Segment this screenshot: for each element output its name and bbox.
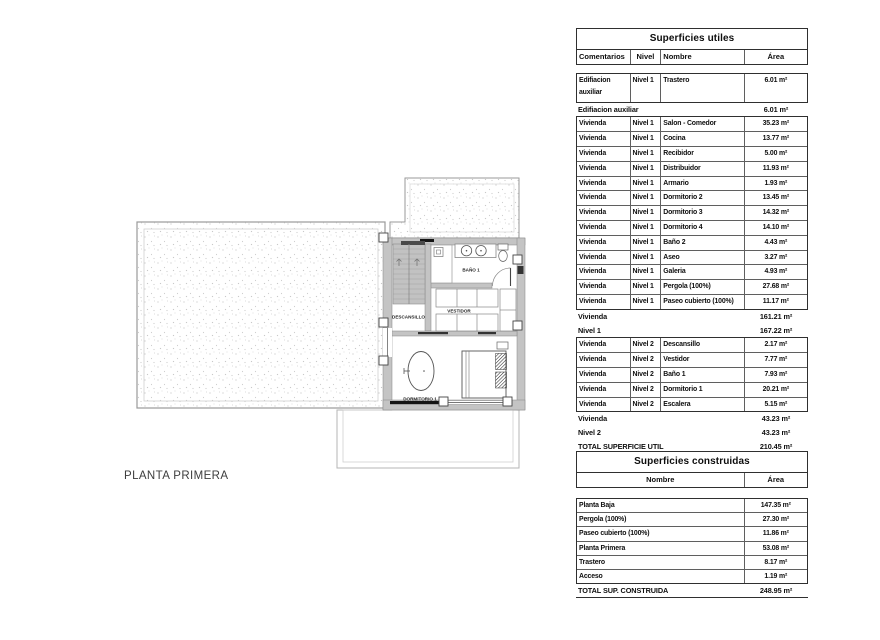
summary-label: TOTAL SUP. CONSTRUIDA bbox=[578, 586, 669, 596]
table-superficies-utiles bbox=[576, 28, 808, 451]
table-cell: 6.01 m² bbox=[744, 74, 807, 102]
table-cell: 11.86 m² bbox=[744, 527, 807, 540]
table-cell: Nivel 1 bbox=[630, 132, 661, 146]
table-cell: Vivienda bbox=[579, 194, 607, 202]
wall-stair-right bbox=[425, 244, 431, 331]
table-row bbox=[577, 338, 807, 352]
table-cell: Vivienda bbox=[579, 135, 607, 143]
summary-value: 43.23 m² bbox=[761, 414, 791, 424]
post bbox=[379, 233, 388, 242]
table-row bbox=[577, 117, 807, 131]
table-cell: 11.93 m² bbox=[744, 162, 807, 176]
post bbox=[379, 318, 388, 327]
summary-label: Vivienda bbox=[578, 311, 608, 321]
table-cell: 53.08 m² bbox=[744, 542, 807, 555]
table-cell: Planta Primera bbox=[579, 544, 626, 552]
summary-value: 43.23 m² bbox=[761, 428, 791, 438]
door-lintel-2 bbox=[478, 332, 496, 334]
table-cell: Nivel 1 bbox=[630, 191, 661, 205]
closet-bottom bbox=[436, 314, 498, 331]
table-row bbox=[577, 294, 807, 309]
summary-value: 210.45 m² bbox=[759, 441, 793, 451]
table-cell: 5.00 m² bbox=[744, 147, 807, 161]
wall-bath-bottom bbox=[427, 283, 492, 288]
summary-row bbox=[576, 310, 808, 324]
table-cell: Vivienda bbox=[579, 356, 607, 364]
table-cell: Dormitorio 2 bbox=[660, 191, 743, 205]
table-cell: Armario bbox=[660, 177, 743, 191]
table-cell: Salon - Comedor bbox=[660, 117, 743, 131]
table-cell: Nivel 1 bbox=[630, 280, 661, 294]
table-row bbox=[577, 161, 807, 176]
table-cell: Trastero bbox=[579, 558, 605, 566]
table-row bbox=[577, 264, 807, 279]
table-cell: 11.17 m² bbox=[744, 295, 807, 309]
table-cell: Vivienda bbox=[579, 164, 607, 172]
table-cell: Nivel 1 bbox=[630, 162, 661, 176]
table-cell: 13.77 m² bbox=[744, 132, 807, 146]
table-cell: Distribuidor bbox=[660, 162, 743, 176]
table-cell: 35.23 m² bbox=[744, 117, 807, 131]
table-header-box bbox=[576, 451, 808, 488]
table-cell: Nivel 2 bbox=[630, 398, 661, 412]
table-cell: Acceso bbox=[579, 572, 603, 580]
table-cell: Nivel 1 bbox=[630, 147, 661, 161]
table-cell: Nivel 1 bbox=[630, 295, 661, 309]
table-cell: Vivienda bbox=[579, 253, 607, 261]
table-cell: Nivel 1 bbox=[630, 221, 661, 235]
summary-value: 6.01 m² bbox=[763, 104, 789, 114]
table-cell: Nivel 2 bbox=[630, 353, 661, 367]
summary-row bbox=[576, 412, 808, 426]
plan-title: PLANTA PRIMERA bbox=[124, 470, 229, 482]
table-row bbox=[577, 382, 807, 397]
table-cell: Vivienda bbox=[579, 385, 607, 393]
summary-label: Vivienda bbox=[578, 414, 608, 424]
table-cell: Nivel 1 bbox=[630, 251, 661, 265]
toilet-cistern bbox=[498, 244, 508, 250]
table-cell: Nivel 2 bbox=[630, 383, 661, 397]
bathtub bbox=[408, 352, 434, 391]
table-row bbox=[577, 397, 807, 412]
table-body bbox=[576, 498, 808, 598]
table-cell: Cocina bbox=[660, 132, 743, 146]
room-label-dormitorio: DORMITORIO 1 bbox=[403, 396, 437, 402]
table-cell: Vestidor bbox=[660, 353, 743, 367]
room-label-descansillo: DESCANSILLO bbox=[392, 314, 425, 320]
table-row bbox=[577, 526, 807, 540]
table-title: Superficies utiles bbox=[649, 33, 735, 44]
summary-value: 161.21 m² bbox=[759, 311, 793, 321]
table-cell: 5.15 m² bbox=[744, 398, 807, 412]
summary-label: Edifiacion auxiliar bbox=[578, 104, 639, 114]
table-cell: Dormitorio 3 bbox=[660, 206, 743, 220]
table-cell: Vivienda bbox=[579, 370, 607, 378]
bedroom-furniture bbox=[404, 342, 508, 398]
table-cell: Vivienda bbox=[579, 149, 607, 157]
table-cell: 13.45 m² bbox=[744, 191, 807, 205]
bathroom-fixtures bbox=[431, 244, 511, 286]
table-header-box bbox=[576, 28, 808, 65]
table-body bbox=[576, 73, 808, 455]
wall-jamb bbox=[518, 266, 524, 274]
table-cell: Trastero bbox=[660, 74, 743, 102]
table-cell: 2.17 m² bbox=[744, 338, 807, 352]
column-header-row bbox=[577, 472, 807, 487]
table-cell: Nivel 1 bbox=[630, 206, 661, 220]
column-header: Área bbox=[744, 50, 807, 64]
table-cell: Escalera bbox=[660, 398, 743, 412]
stairs bbox=[393, 241, 425, 304]
table-cell: Nivel 1 bbox=[630, 117, 661, 131]
table-row bbox=[577, 235, 807, 250]
table-cell: Paseo cubierto (100%) bbox=[660, 295, 743, 309]
table-cell: Baño 2 bbox=[660, 236, 743, 250]
total-row bbox=[576, 584, 808, 598]
table-cell: Aseo bbox=[660, 251, 743, 265]
table-section-box bbox=[576, 73, 808, 103]
column-header: Nivel bbox=[630, 50, 661, 64]
table-cell: 27.30 m² bbox=[744, 513, 807, 526]
table-cell: Vivienda bbox=[579, 283, 607, 291]
table-row bbox=[577, 541, 807, 555]
column-header: Nombre bbox=[646, 475, 675, 484]
table-row bbox=[577, 512, 807, 526]
table-row bbox=[577, 499, 807, 512]
table-cell: 4.43 m² bbox=[744, 236, 807, 250]
table-row bbox=[577, 131, 807, 146]
table-cell: Planta Baja bbox=[579, 502, 615, 509]
table-cell: Recibidor bbox=[660, 147, 743, 161]
room-label-bano: BAÑO 1 bbox=[462, 267, 480, 273]
table-cell: Nivel 2 bbox=[630, 368, 661, 382]
table-cell: Paseo cubierto (100%) bbox=[579, 530, 650, 538]
table-section-box bbox=[576, 337, 808, 412]
table-cell: Galeria bbox=[660, 265, 743, 279]
table-cell: 1.93 m² bbox=[744, 177, 807, 191]
door-arc bbox=[493, 268, 511, 286]
post bbox=[379, 356, 388, 365]
table-cell: Nivel 1 bbox=[630, 265, 661, 279]
table-cell: 14.32 m² bbox=[744, 206, 807, 220]
stair-landing-edge bbox=[401, 241, 425, 245]
table-row bbox=[577, 176, 807, 191]
table-row bbox=[577, 569, 807, 583]
table-row bbox=[577, 205, 807, 220]
table-cell: Nivel 1 bbox=[630, 177, 661, 191]
table-cell: 147.35 m² bbox=[744, 499, 807, 512]
table-cell: 3.27 m² bbox=[744, 251, 807, 265]
table-row bbox=[577, 74, 807, 102]
table-row bbox=[577, 190, 807, 205]
wall-vestidor-bottom bbox=[392, 331, 517, 336]
table-section-box bbox=[576, 116, 808, 309]
table-cell: Vivienda bbox=[579, 297, 607, 305]
table-cell: Dormitorio 4 bbox=[660, 221, 743, 235]
post bbox=[439, 397, 448, 406]
table-cell: Nivel 1 bbox=[630, 236, 661, 250]
table-cell: Vivienda bbox=[579, 223, 607, 231]
summary-label: TOTAL SUPERFICIE UTIL bbox=[578, 441, 664, 451]
table-cell: Nivel 1 bbox=[630, 74, 661, 102]
pillow bbox=[496, 354, 507, 370]
column-header-row bbox=[577, 49, 807, 64]
table-cell: 7.93 m² bbox=[744, 368, 807, 382]
table-cell: Descansillo bbox=[660, 338, 743, 352]
table-cell: 7.77 m² bbox=[744, 353, 807, 367]
table-cell: Edifiacion auxiliar bbox=[579, 77, 611, 96]
table-title: Superficies construidas bbox=[634, 456, 750, 467]
table-cell: Vivienda bbox=[579, 209, 607, 217]
summary-row bbox=[576, 324, 808, 338]
summary-value: 167.22 m² bbox=[759, 325, 793, 335]
pillow bbox=[496, 372, 507, 388]
summary-value: 248.95 m² bbox=[759, 586, 793, 596]
table-section-box bbox=[576, 498, 808, 584]
terrace-area bbox=[137, 222, 385, 408]
table-cell: Nivel 2 bbox=[630, 338, 661, 352]
table-cell: Baño 1 bbox=[660, 368, 743, 382]
column-header: Área bbox=[744, 473, 807, 487]
table-cell: 20.21 m² bbox=[744, 383, 807, 397]
post bbox=[513, 255, 522, 264]
summary-label: Nivel 1 bbox=[578, 325, 601, 335]
table-cell: 1.19 m² bbox=[744, 570, 807, 583]
table-cell: Vivienda bbox=[579, 400, 607, 408]
table-cell: 4.93 m² bbox=[744, 265, 807, 279]
table-row bbox=[577, 352, 807, 367]
toilet-bowl bbox=[499, 251, 508, 262]
summary-row bbox=[576, 426, 808, 440]
column-header: Comentarios bbox=[579, 52, 625, 61]
table-cell: 8.17 m² bbox=[744, 556, 807, 569]
table-cell: Vivienda bbox=[579, 268, 607, 276]
table-row bbox=[577, 367, 807, 382]
table-cell: Vivienda bbox=[579, 238, 607, 246]
table-cell: Pergola (100%) bbox=[579, 516, 627, 524]
table-row bbox=[577, 555, 807, 569]
table-cell: 14.10 m² bbox=[744, 221, 807, 235]
post bbox=[513, 321, 522, 330]
door-lintel-1 bbox=[418, 332, 448, 334]
table-row bbox=[577, 279, 807, 294]
column-header: Nombre bbox=[660, 50, 743, 64]
post bbox=[503, 397, 512, 406]
table-cell: Vivienda bbox=[579, 120, 607, 128]
table-row bbox=[577, 220, 807, 235]
room-label-vestidor: VESTIDOR bbox=[447, 308, 471, 314]
table-cell: Vivienda bbox=[579, 179, 607, 187]
closet-top bbox=[436, 289, 498, 307]
porch-outline bbox=[337, 410, 519, 468]
table-row bbox=[577, 250, 807, 265]
table-cell: Vivienda bbox=[579, 341, 607, 349]
table-cell: 27.68 m² bbox=[744, 280, 807, 294]
summary-label: Nivel 2 bbox=[578, 428, 601, 438]
table-cell: Dormitorio 1 bbox=[660, 383, 743, 397]
table-row bbox=[577, 146, 807, 161]
upper-terrace-area bbox=[390, 178, 519, 238]
nightstand bbox=[497, 342, 508, 349]
table-superficies-construidas bbox=[576, 451, 808, 596]
table-cell: Pergola (100%) bbox=[660, 280, 743, 294]
summary-row bbox=[576, 103, 808, 117]
